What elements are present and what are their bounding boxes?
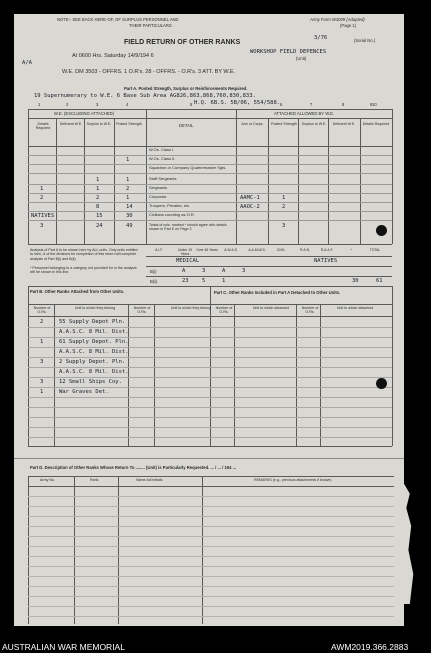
analysis-column-header: TOTAL: [369, 248, 381, 252]
unit-label: (Unit): [296, 56, 307, 61]
rule: [28, 546, 394, 547]
rule: [28, 347, 392, 348]
attached-count: 3: [40, 359, 44, 365]
rule: [28, 118, 392, 119]
note-label: NOTE:- SEE BACK HERE-OF, OF SURPLUS PERSONNEL AND: [57, 17, 179, 22]
form-title: FIELD RETURN OF OTHER RANKS: [124, 39, 241, 46]
attached-unit: A.A.S.C. 8 Mil. Dist.: [59, 369, 129, 375]
rule: [114, 118, 115, 244]
rule: [28, 286, 29, 446]
column-header: Details Required: [362, 122, 390, 126]
column-header: Posted Strength: [116, 122, 142, 126]
rule: [28, 496, 394, 497]
analysis-value: 3: [202, 268, 206, 274]
part-d-heading: Part D. Description of Other Ranks Whose Return To ........ (Unit) is Particularly Requested. ... / ... / 194 ...: [30, 465, 237, 470]
analysis-note: Analysis of Part A to be shown here by ALL units. Only units entitled to men, & of the divisions be completion of this return will complete analysis of Part B(i) and B(ii).: [30, 248, 138, 261]
analysis-value: 5: [202, 278, 206, 284]
analysis-value: 3: [242, 268, 246, 274]
part-c-heading: Part C. Other Ranks Included in Part A Detached to Other Units.: [214, 290, 341, 295]
detail-label: W.Os. Class I.: [149, 147, 175, 152]
rule: [28, 536, 394, 537]
cell-value: AAMC-1: [240, 195, 260, 201]
column-number: 3: [96, 102, 99, 107]
attached-unit: 55 Supply Depot Pln.: [59, 319, 126, 325]
rule: [236, 109, 237, 244]
serial-label: (Serial No.): [354, 38, 376, 43]
column-number: 10: [372, 102, 377, 107]
time-line: At 0600 Hrs. Saturday 14/9/194 6: [72, 53, 154, 59]
rule: [28, 202, 392, 203]
rule: [28, 109, 29, 244]
page-number: (Page 1): [340, 23, 357, 28]
rule: [28, 184, 392, 185]
analysis-value: A: [182, 268, 186, 274]
analysis-value: 30: [352, 278, 359, 284]
analysis-column-header: A.W.A.S.: [224, 248, 238, 252]
rule: [296, 304, 297, 446]
supernumerary-line: 19 Supernumerary to W.E. 6 Base Sub Area AG826,863,868,760,830,833.: [34, 93, 256, 99]
rule: [54, 304, 55, 446]
analysis-column-header: CIVIL: [276, 248, 286, 252]
attached-count: 3: [40, 379, 44, 385]
column-header: Surplus to W.E.: [86, 122, 112, 126]
rule: [234, 304, 235, 446]
column-header: Name-full Initials: [136, 478, 163, 482]
caption-right: AWM2019.366.2883: [331, 642, 409, 652]
analysis-column-header: A.I.F.: [155, 248, 163, 252]
column-header: Unit to which detached: [252, 306, 290, 310]
reference-number: A/A: [22, 60, 32, 66]
cell-value: 2: [282, 204, 286, 210]
detail-label: DETAIL: [179, 123, 194, 128]
rule: [28, 566, 394, 567]
rule: [28, 146, 392, 147]
cell-value: 14: [126, 204, 133, 210]
column-header: Arm or Corps: [241, 122, 263, 126]
column-header: Unit to which detached: [336, 306, 374, 310]
analysis-row-label: B(i): [150, 269, 157, 274]
form-number: Army Form W3009 (Adapted): [310, 17, 365, 22]
detail-label: Staff Sergeants: [149, 176, 177, 181]
rule: [28, 506, 394, 507]
column-header: Number of O.Rs.: [33, 306, 51, 314]
rule: [28, 155, 392, 156]
column-header: REMARKS (e.g., previous attachments if known): [254, 478, 332, 482]
column-header: Posted Strength: [271, 122, 297, 126]
rule: [392, 109, 393, 244]
rule: [28, 407, 392, 408]
column-header: Deficient W.E.: [59, 122, 83, 126]
rule: [28, 387, 392, 388]
cell-value: 49: [126, 223, 133, 229]
rule: [202, 476, 203, 624]
rule: [28, 576, 394, 577]
punch-hole: [376, 225, 387, 236]
rule: [28, 606, 394, 607]
analysis-value: 61: [376, 278, 383, 284]
rule: [28, 526, 394, 527]
rule: [118, 476, 119, 624]
detail-label: W.Os. Class II.: [149, 156, 176, 161]
caption-bar: [0, 640, 431, 653]
column-header: Unit to which they belong: [74, 306, 116, 310]
rule: [146, 109, 147, 244]
cell-value: 1: [96, 177, 100, 183]
column-header: Number of O.Rs.: [215, 306, 233, 314]
attached-unit: 2 Supply Depot. Pln.: [59, 359, 126, 365]
column-header: Deficient W.E.: [332, 122, 356, 126]
column-header: Number of O.Rs.: [133, 306, 151, 314]
detail-label: Squadron or Company Quartermaster Sgts.: [149, 165, 227, 170]
rule: [28, 220, 392, 221]
column-number: 9: [370, 102, 373, 107]
analysis-row-label: B(ii): [150, 279, 158, 284]
rule: [28, 367, 392, 368]
analysis-value: A: [222, 268, 226, 274]
rule: [328, 118, 329, 244]
analysis-column-header: A.A.M.W.S.: [248, 248, 266, 252]
detail-label: Sergeants: [149, 185, 168, 190]
rule: [28, 337, 392, 338]
hq-line: H.Q. 6B.S. 5B/06, 554/588.: [194, 100, 281, 106]
column-number: 4: [126, 102, 129, 107]
rule: [28, 596, 394, 597]
rule: [56, 118, 57, 244]
column-number: 8: [342, 102, 345, 107]
rule: [84, 118, 85, 244]
column-number: 7: [310, 102, 313, 107]
analysis-column-header: Under 19 Years: [178, 248, 192, 256]
rule: [28, 586, 394, 587]
detail-label: Troopers, Privates, etc.: [149, 203, 191, 208]
rule: [28, 173, 392, 174]
cell-value: 3: [282, 223, 286, 229]
attached-unit: A.A.S.C. 8 Mil. Dist.: [59, 349, 129, 355]
analysis-value: 23: [182, 278, 189, 284]
column-number: 1: [38, 102, 41, 107]
cell-value: 2: [126, 186, 130, 192]
punch-hole: [376, 378, 387, 389]
column-number: 5: [190, 102, 193, 107]
part-a-heading: Part A. Posted Strength, Surplus or Reinforcements Required.: [124, 86, 248, 91]
rule: [28, 427, 392, 428]
column-header: Rank: [90, 478, 99, 482]
rule: [28, 417, 392, 418]
rule: [28, 397, 392, 398]
cell-value: 24: [96, 223, 103, 229]
rule: [28, 357, 392, 358]
caption-left: AUSTRALIAN WAR MEMORIAL: [2, 642, 125, 652]
attached-count: 2: [40, 319, 44, 325]
cell-value: 1: [126, 157, 130, 163]
detail-label: Civilians counting as O.R.: [149, 212, 195, 217]
rule: [28, 446, 392, 447]
rule: [28, 193, 392, 194]
att-allowed-label: ATTACHED ALLOWED BY W.E.: [274, 111, 335, 116]
attached-unit: A.A.S.C. 8 Mil. Dist.: [59, 329, 129, 335]
rule: [28, 377, 392, 378]
we-excl-label: W.E. (EXCLUDING ATTACHED): [54, 111, 115, 116]
cell-value: 2: [40, 195, 44, 201]
field-return-form: [14, 14, 404, 626]
we-line: W.E. DM 3503 - OFFRS. 1 O.R's. 28 - OFFRS. - O.R's. 3 ATT. BY W.E.: [62, 69, 236, 75]
attached-unit: 61 Supply Depot. Pln.: [59, 339, 129, 345]
analysis-footnote: * Personnel belonging to a category not provided for in the analysis will be shown in this line.: [30, 266, 137, 275]
cell-value: 1: [96, 186, 100, 192]
column-header: Number of O.Rs.: [301, 306, 319, 314]
rule: [268, 118, 269, 244]
detail-label: Totals of cols. marked * should agree with details shown in Part E on Page 3: [149, 223, 227, 232]
detail-label: Corporals: [149, 194, 167, 199]
serial-value: 3/76: [314, 35, 328, 41]
rule: [74, 476, 75, 624]
cell-value: 30: [126, 213, 133, 219]
cell-value: 2: [96, 195, 100, 201]
medical-label: MEDICAL: [176, 258, 200, 264]
rule: [28, 327, 392, 328]
column-header: Surplus to W.E.: [301, 122, 327, 126]
rule: [28, 486, 394, 487]
column-header: Unit to which they belong: [170, 306, 212, 310]
analysis-column-header: R.A.N.: [300, 248, 310, 252]
rule: [28, 437, 392, 438]
rule: [146, 276, 392, 277]
attached-unit: War Graves Det.: [59, 389, 109, 395]
rule: [360, 118, 361, 244]
unit-value: WORKSHOP FIELD DEPENCES: [250, 49, 327, 55]
tear-line: [14, 458, 404, 459]
column-header: Army No.: [40, 478, 55, 482]
rule: [146, 266, 392, 267]
analysis-column-header: *: [350, 248, 352, 252]
natives-label: NATIVES: [314, 258, 338, 264]
column-header: Details Required: [35, 122, 51, 131]
attached-unit: 12 Small Ships Coy.: [59, 379, 122, 385]
analysis-column-header: Over 45 Years: [196, 248, 218, 252]
attached-count: 1: [40, 389, 44, 395]
note-label-2: THEIR PARTICULARS: [129, 23, 172, 28]
rule: [28, 616, 394, 617]
cell-value: 1: [282, 195, 286, 201]
analysis-column-header: R.A.A.F.: [320, 248, 334, 252]
cell-value: 1: [126, 195, 130, 201]
rule: [28, 211, 392, 212]
cell-value: 1: [126, 177, 130, 183]
cell-value: 3: [40, 223, 44, 229]
rule: [298, 118, 299, 244]
torn-edge: [400, 484, 414, 604]
rule: [392, 286, 393, 446]
cell-value: NATIVES: [31, 213, 55, 219]
analysis-value: 1: [222, 278, 226, 284]
rule: [28, 244, 392, 245]
rule: [28, 516, 394, 517]
rule: [28, 109, 392, 110]
part-b-heading: Part B. Other Ranks Attached from Other Units.: [30, 289, 125, 294]
rule: [28, 476, 394, 477]
column-number: 6: [280, 102, 283, 107]
cell-value: 15: [96, 213, 103, 219]
cell-value: 1: [40, 186, 44, 192]
attached-count: 1: [40, 339, 44, 345]
cell-value: 8: [96, 204, 100, 210]
rule: [320, 304, 321, 446]
cell-value: AAOC-2: [240, 204, 260, 210]
rule: [154, 304, 155, 446]
column-number: 2: [66, 102, 69, 107]
rule: [28, 556, 394, 557]
rule: [28, 476, 29, 624]
